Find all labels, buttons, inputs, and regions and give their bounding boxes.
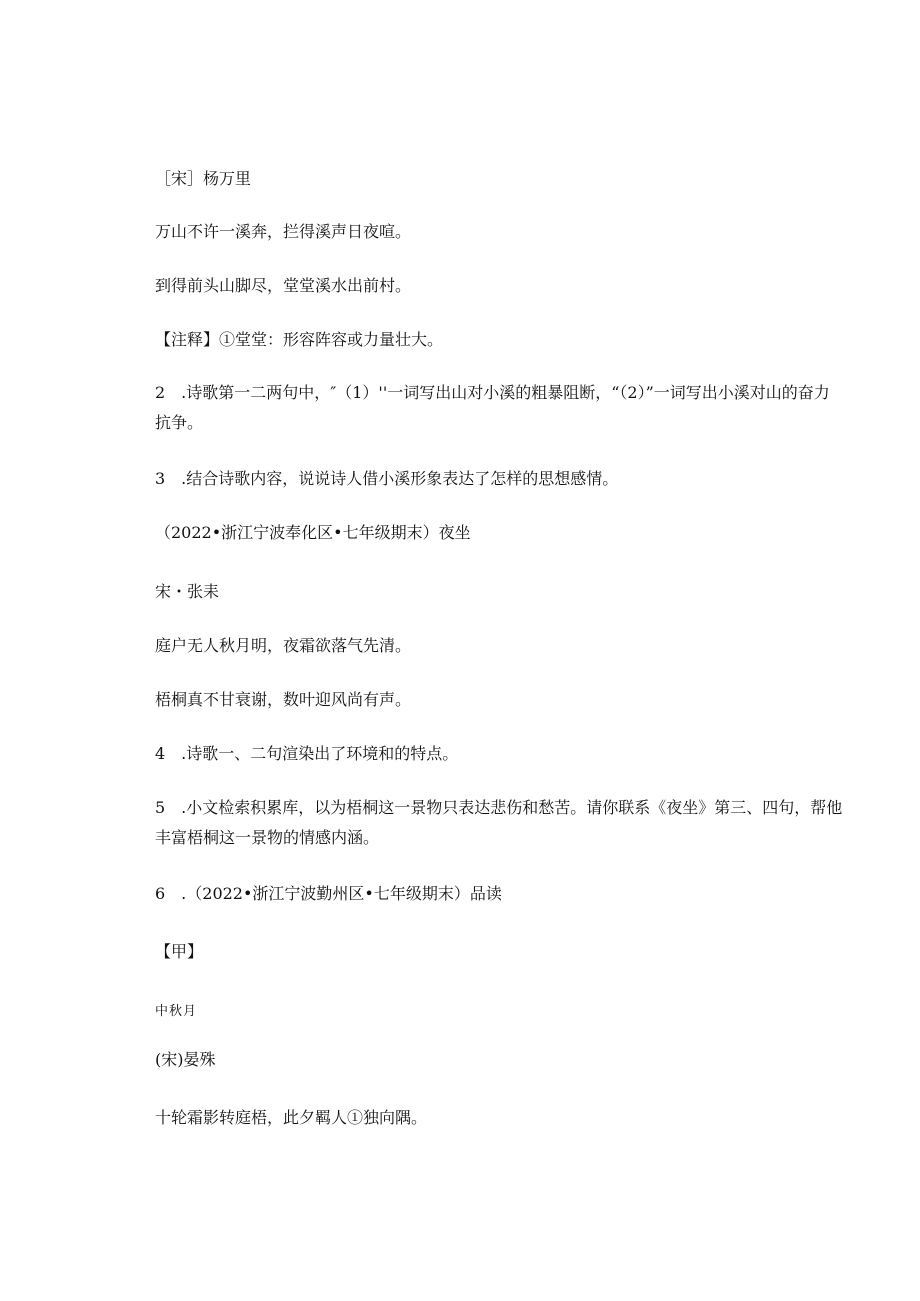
poem1-author: ［宋］杨万里: [155, 169, 252, 188]
question-5: 5 .小文检索积累库，以为梧桐这一景物只表达悲伤和愁苦。请你联系《夜坐》第三、四句，帮他丰富梧桐这一景物的情感内涵。: [155, 798, 843, 847]
poem2-source: （2022•浙江宁波奉化区•七年级期末）夜坐: [155, 523, 471, 542]
poem2-author: 宋・张耒: [155, 582, 220, 601]
poem1-annotation: 【注释】①堂堂：形容阵容或力量壮大。: [155, 330, 444, 349]
poem1-line-2: 到得前头山脚尽，堂堂溪水出前村。: [155, 276, 412, 295]
question-6: 6 .（2022•浙江宁波勤州区•七年级期末）品读: [155, 884, 502, 903]
poem3-title: 中秋月: [155, 1004, 198, 1019]
question-3: 3 .结合诗歌内容，说说诗人借小溪形象表达了怎样的思想感情。: [155, 469, 619, 488]
poem2-line-1: 庭户无人秋月明，夜霜欲落气先清。: [155, 636, 412, 655]
poem3-author: (宋)晏殊: [155, 1050, 216, 1069]
question-4: 4 .诗歌一、二句渲染出了环境和的特点。: [155, 744, 459, 763]
poem2-line-2: 梧桐真不甘衰谢，数叶迎风尚有声。: [155, 690, 412, 709]
question-2: 2 .诗歌第一二两句中，″（1）''一词写出山对小溪的粗暴阻断，“（2）”一词写出小溪对山的奋力抗争。: [155, 383, 830, 432]
poem3-line-1: 十轮霜影转庭梧，此夕羁人①独向隅。: [155, 1108, 428, 1127]
poem1-line-1: 万山不许一溪奔，拦得溪声日夜喧。: [155, 222, 412, 241]
passage-label-jia: 【甲】: [155, 942, 204, 961]
